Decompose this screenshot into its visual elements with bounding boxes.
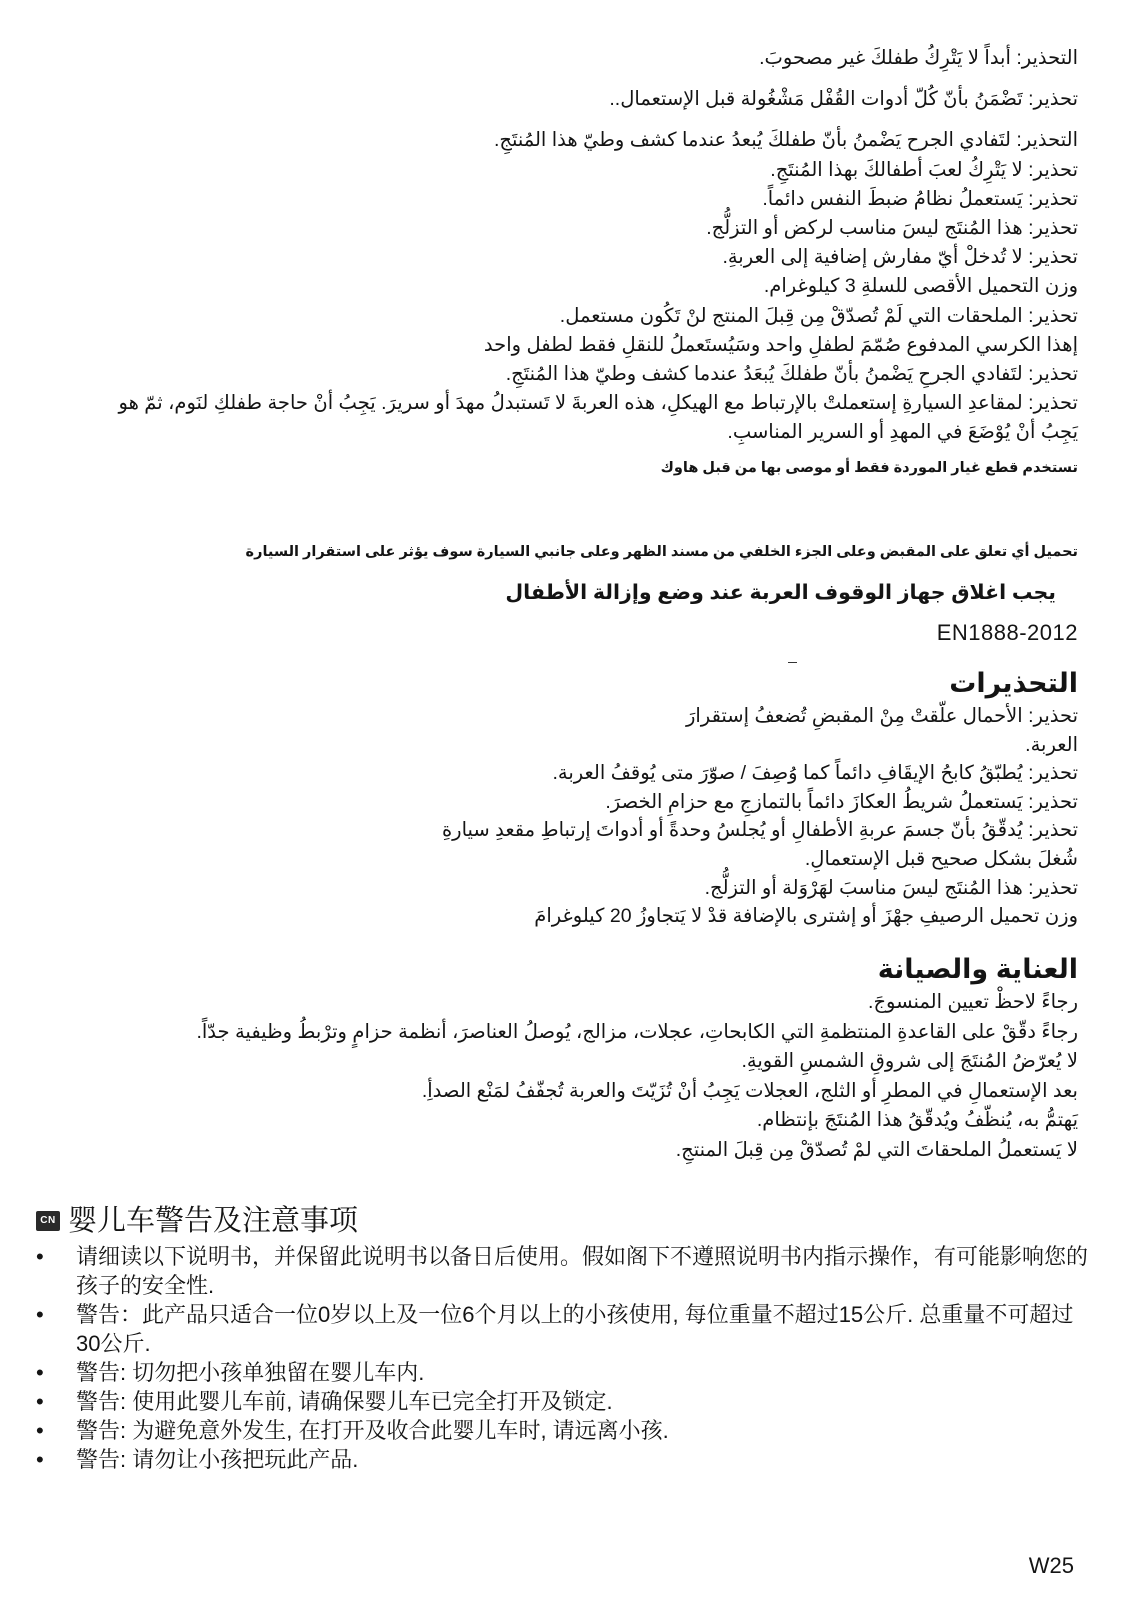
warning-line: تحذير: لتَفادي الجرحِ يَضْمنُ بأنّ طفلكَ يُبعَدُ عندما كشف وطيّ هذا المُنتَجِ. bbox=[505, 363, 1078, 386]
divider-mark bbox=[788, 662, 797, 663]
list-item-text: 警告: 为避免意外发生, 在打开及收合此婴儿车时, 请远离小孩. bbox=[76, 1418, 669, 1443]
warning-line: تحذير: يَستعملُ نظامُ ضبطَ النفس دائماً. bbox=[762, 187, 1078, 210]
bullet: • bbox=[36, 1447, 44, 1472]
list-item bbox=[36, 1242, 1088, 1300]
warning-line: تحذير: يَستعملُ شريطُ العكازَ دائماً بالتمازجِ مع حزامِ الخصرَ. bbox=[605, 790, 1078, 813]
standard-code: EN1888-2012 bbox=[936, 620, 1078, 645]
warning-line: وزن تحميل الرصيفِ جهْزَ أو إشترى بالإضافة قدْ لا يَتجاوزُ 20 كيلوغرامَ bbox=[534, 905, 1078, 928]
chinese-section bbox=[36, 1200, 1088, 1474]
bullet: • bbox=[36, 1418, 44, 1443]
warning-line: وزن التحميل الأقصى للسلةِ 3 كيلوغرام. bbox=[763, 275, 1078, 298]
chinese-header bbox=[36, 1200, 1088, 1242]
warning-line: تحذير: لا يَتْرِكُ لعبَ أطفالكَ بهذا المُنتَجِ. bbox=[770, 158, 1078, 181]
language-badge: CN bbox=[36, 1211, 60, 1231]
warning-line: التحذير: أبداً لا يَتْرِكُ طفلكَ غير مصحوبَ. bbox=[759, 47, 1078, 69]
list-item-text: 警告: 切勿把小孩单独留在婴儿车内. bbox=[76, 1360, 425, 1385]
warning-line: العربة. bbox=[1025, 733, 1078, 756]
list-item-text: 警告：此产品只适合一位0岁以上及一位6个月以上的小孩使用, 每位重量不超过15公斤. 总重量不可超过30公斤. bbox=[76, 1302, 1074, 1356]
warning-line: شُغلَ بشكل صحيح قبل الإستعمالِ. bbox=[804, 847, 1078, 870]
bullet: • bbox=[36, 1244, 44, 1269]
care-line: بعد الإستعمالِ في المطرِ أو الثلج، العجلات يَجِبُ أنْ تُزَيّتَ والعربة تُجفّفُ لمَنْع الصدأِ. bbox=[421, 1079, 1078, 1102]
bullet: • bbox=[36, 1389, 44, 1414]
warning-line: تحذير: هذا المُنتَج ليسَ مناسبَ لهَرْوَلة أو التزلُّج. bbox=[704, 876, 1078, 899]
warning-line: تحذير: لمقاعدِ السيارةِ إستعملتْ بالإرتباط مع الهيكلِ، هذه العربةَ لا تَستبدلُ مهدَ أو سريرَ. يَجِبُ أنْ حاجة طفلكِ لنَوم، ثمّ هو bbox=[118, 392, 1078, 415]
spare-parts-notice: تستخدم قطع غيار الموردة فقط أو موصى بها من قبل هاوك bbox=[660, 459, 1078, 476]
warning-line: تحذير: الأحمال علّقتْ مِنْ المقبضِ تُضعفُ إستقرارَ bbox=[685, 705, 1078, 727]
list-item-text: 警告: 使用此婴儿车前, 请确保婴儿车已完全打开及锁定. bbox=[76, 1389, 613, 1414]
load-notice: تحميل أي تعلق على المقبض وعلى الجزء الخلفي من مسند الظهر وعلى جانبي السيارة سوف يؤثر على استقرار السيارة bbox=[245, 544, 1078, 560]
arabic-warnings-top bbox=[100, 44, 1078, 483]
chinese-title: 婴儿车警告及注意事项 bbox=[68, 1205, 359, 1237]
care-line: رجاءً دقّقْ على القاعدةِ المنتظمةِ التي الكابحاتِ، عجلات، مزالج، يُوصلُ العناصرَ، أنظمة حزامٍ وترْبطُ وظيفية جدّاً. bbox=[196, 1020, 1078, 1043]
warning-line: تحذير: هذا المُنتَج ليسَ مناسب لركض أو التزلُّج. bbox=[706, 217, 1078, 240]
warning-line: تحذير: لا تُدخلْ أيّ مفارش إضافية إلى العربةِ. bbox=[722, 246, 1078, 269]
care-line: يَهتمُّ به، يُنظّفُ ويُدقّقُ هذا المُنتَجَ بإنتظام. bbox=[756, 1109, 1078, 1131]
page-number: W25 bbox=[1028, 1553, 1074, 1578]
warning-line: التحذير: لتَفادي الجرح يَضْمنُ بأنّ طفلكَ يُبعدُ عندما كشف وطيّ هذا المُنتَجِ. bbox=[493, 129, 1078, 152]
list-item bbox=[36, 1358, 1088, 1387]
list-item bbox=[36, 1445, 1088, 1474]
load-notice-block bbox=[100, 538, 1078, 566]
brake-notice: يجب اغلاق جهاز الوقوف العربة عند وضع وإزالة الأطفال bbox=[505, 581, 1056, 604]
section-title: العناية والصيانة bbox=[877, 954, 1078, 984]
list-item bbox=[36, 1416, 1088, 1445]
warning-line: تحذير: الملحقات التي لَمْ تُصدّقْ مِن قِبلَ المنتج لنْ تَكُون مستعمل. bbox=[559, 304, 1078, 327]
section-title: التحذيرات bbox=[949, 668, 1078, 698]
care-line: لا يُعرّضُ المُنتَجَ إلى شروقِ الشمسِ القويةِ. bbox=[741, 1050, 1078, 1072]
warning-line: يَجِبُ أنْ يُوْضَعَ في المهدِ أو السرير المناسبِ. bbox=[727, 421, 1078, 444]
care-line: رجاءً لاحظْ تعيين المنسوجَ. bbox=[868, 991, 1078, 1013]
list-item-text: 警告: 请勿让小孩把玩此产品. bbox=[76, 1447, 359, 1472]
list-item-text: 请细读以下说明书，并保留此说明书以备日后使用。假如阁下不遵照说明书内指示操作，有可能影响您的孩子的安全性. bbox=[76, 1244, 1089, 1298]
warning-line: تحذير: يُدقّقُ بأنّ جسمَ عربةِ الأطفالِ أو يُجلسُ وحدةً أو أدواتَ إرتباطِ مقعدِ سيارةِ bbox=[441, 819, 1078, 842]
warning-line: تحذير: يُطبّقُ كابحُ الإيقَافِ دائماً كما وُصِفَ / صوّرَ متى يُوقفُ العربة. bbox=[552, 762, 1078, 785]
warnings-section bbox=[100, 664, 1078, 931]
brake-notice-block bbox=[100, 579, 1078, 607]
care-line: لا يَستعملُ الملحقاتَ التي لمْ تُصدّقْ مِن قِبلَ المنتجِ. bbox=[675, 1138, 1078, 1161]
bullet: • bbox=[36, 1360, 44, 1385]
list-item bbox=[36, 1387, 1088, 1416]
care-section bbox=[100, 950, 1078, 1165]
list-item bbox=[36, 1300, 1088, 1358]
warning-line: تحذير: تَضْمَنُ بأنّ كُلّ أدوات القُفْل مَشْغُولة قبل الإستعمال.. bbox=[609, 88, 1078, 111]
warning-line: إهذا الكرسي المدفوع صُمّمَ لطفلِ واحد وسَيُستَعملُ للنقلِ فقط لطفل واحد bbox=[483, 333, 1078, 356]
bullet: • bbox=[36, 1302, 44, 1327]
